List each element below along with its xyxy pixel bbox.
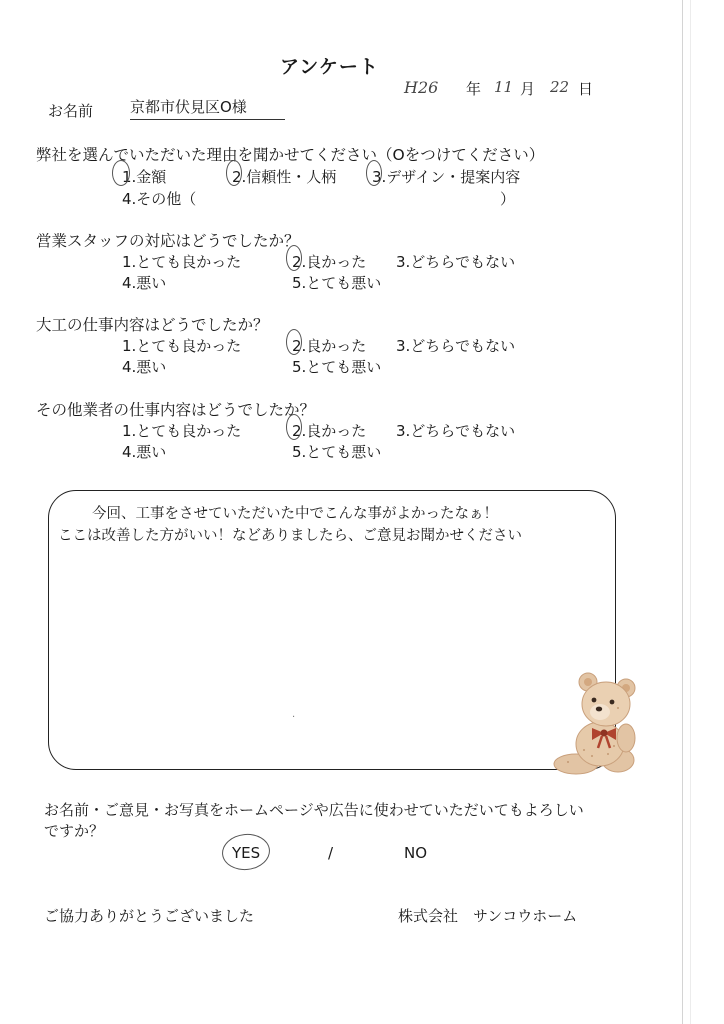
page-title: アンケート xyxy=(280,56,379,78)
q1-option-3[interactable]: 3.デザイン・提案内容 xyxy=(372,168,521,186)
consent-separator: / xyxy=(328,844,334,862)
hand-circle-mark xyxy=(286,245,302,271)
hand-circle-mark xyxy=(112,160,130,186)
thanks-message: ご協力ありがとうございました xyxy=(44,907,255,925)
hand-circle-mark xyxy=(286,329,302,355)
name-label: お名前 xyxy=(48,102,94,120)
question-3: 大工の仕事内容はどうでしたか？ xyxy=(36,316,269,334)
q3-option-5[interactable]: 5.とても悪い xyxy=(292,358,382,376)
q3-option-3[interactable]: 3.どちらでもない xyxy=(396,337,516,355)
date-month: 11 xyxy=(494,78,514,96)
scan-edge-line xyxy=(690,0,691,1024)
date-year-label: 年 xyxy=(466,80,482,98)
teddy-bear-icon xyxy=(548,668,640,776)
hand-circle-mark xyxy=(226,160,242,186)
q2-option-2[interactable]: 2.良かった xyxy=(292,253,367,271)
q2-option-5[interactable]: 5.とても悪い xyxy=(292,274,382,292)
pencil-dot: · xyxy=(292,712,296,723)
consent-yes-option[interactable]: YES xyxy=(232,844,261,862)
date-month-label: 月 xyxy=(520,80,536,98)
question-2: 営業スタッフの対応はどうでしたか？ xyxy=(36,232,300,250)
date-day: 22 xyxy=(550,78,570,96)
consent-no-option[interactable]: NO xyxy=(404,844,428,862)
consent-question-line-2: ですか？ xyxy=(44,822,105,840)
consent-question-line-1: お名前・ご意見・お写真をホームページや広告に使わせていただいてもよろしい xyxy=(44,801,584,819)
q3-option-4[interactable]: 4.悪い xyxy=(122,358,167,376)
q1-option-4-close: ） xyxy=(500,190,516,208)
q4-option-5[interactable]: 5.とても悪い xyxy=(292,443,382,461)
q4-option-3[interactable]: 3.どちらでもない xyxy=(396,422,516,440)
company-name: 株式会社 サンコウホーム xyxy=(398,907,578,925)
q4-option-1[interactable]: 1.とても良かった xyxy=(122,422,242,440)
question-4: その他業者の仕事内容はどうでしたか？ xyxy=(36,401,316,419)
hand-circle-mark xyxy=(220,832,272,873)
q2-option-4[interactable]: 4.悪い xyxy=(122,274,167,292)
date-day-label: 日 xyxy=(578,80,594,98)
q3-option-1[interactable]: 1.とても良かった xyxy=(122,337,242,355)
comment-prompt-line-2: ここは改善した方がいい！などありましたら、ご意見お聞かせください xyxy=(58,528,522,544)
q1-option-1[interactable]: 1.金額 xyxy=(122,168,167,186)
name-field[interactable]: 京都市伏見区O様 xyxy=(130,96,285,120)
comment-prompt-line-1: 今回、工事をさせていただいた中でこんな事がよかったなぁ！ xyxy=(92,506,498,522)
q3-option-2[interactable]: 2.良かった xyxy=(292,337,367,355)
q4-option-4[interactable]: 4.悪い xyxy=(122,443,167,461)
q1-option-2[interactable]: 2.信頼性・人柄 xyxy=(232,168,337,186)
q4-option-2[interactable]: 2.良かった xyxy=(292,422,367,440)
hand-circle-mark xyxy=(286,414,302,440)
hand-circle-mark xyxy=(366,160,382,186)
date-era: H26 xyxy=(404,78,439,97)
q2-option-3[interactable]: 3.どちらでもない xyxy=(396,253,516,271)
q2-option-1[interactable]: 1.とても良かった xyxy=(122,253,242,271)
question-1: 弊社を選んでいただいた理由を聞かせてください（Oをつけてください） xyxy=(36,146,545,164)
scan-edge-line xyxy=(682,0,683,1024)
q1-option-4[interactable]: 4.その他（ xyxy=(122,190,197,208)
